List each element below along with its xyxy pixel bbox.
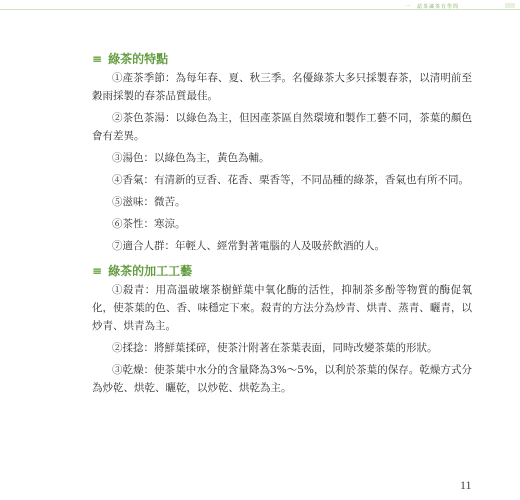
paragraph: ④香氣：有清新的豆香、花香、栗香等，不同品種的綠茶，香氣也有所不同。 [112,174,469,186]
section-heading-text: 綠茶的加工工藝 [108,264,193,278]
running-title: 一 認茶識茶有學問 [405,4,460,10]
paragraph: ③乾燥：使茶葉中水分的含量降為3%～5%，以利於茶葉的保存。乾燥方式分為炒乾、烘乾、曬乾，以炒乾、烘乾為主。 [92,364,472,394]
section-body-processing [92,281,472,401]
paragraph: ②茶色茶湯：以綠色為主，但因產茶區自然環境和製作工藝不同，茶葉的顏色會有差異。 [92,112,472,142]
section-heading-features [92,50,168,67]
section-heading-processing [92,262,192,279]
paragraph: ①殺青：用高溫破壞茶樹鮮葉中氧化酶的活性，抑制茶多酚等物質的酶促氧化，使茶葉的色、香、味穩定下來。殺青的方法分為炒青、烘青、蒸青、曬青，以炒青、烘青為主。 [92,284,472,332]
paragraph: ⑥茶性：寒涼。 [112,218,186,230]
page-number: 11 [460,478,472,492]
corner-tab [505,3,515,8]
heading-marker-icon: ≡ [92,263,103,278]
section-heading-text: 綠茶的特點 [108,52,169,66]
section-body-features [92,69,472,259]
paragraph: ⑦適合人群：年輕人、經常對著電腦的人及吸菸飲酒的人。 [112,240,385,252]
paragraph: ②揉捻：將鮮葉揉碎，使茶汁附著在茶葉表面，同時改變茶葉的形狀。 [112,342,438,354]
paragraph: ①產茶季節：為每年春、夏、秋三季。名優綠茶大多只採製春茶，以清明前至穀雨採製的春茶品質最佳。 [92,72,472,102]
heading-marker-icon: ≡ [92,51,103,66]
paragraph: ⑤滋味：微苦。 [112,196,186,208]
paragraph: ③湯色：以綠色為主，黃色為輔。 [112,152,270,164]
